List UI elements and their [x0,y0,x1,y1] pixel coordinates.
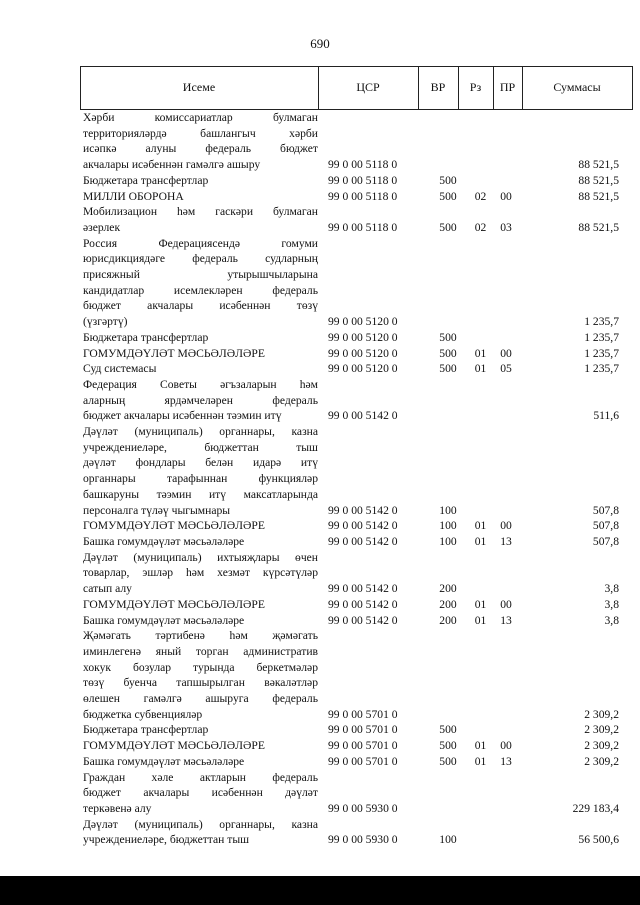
row-csr: 99 0 00 5930 0 [328,833,398,847]
table-row [80,377,633,424]
row-name-line: бюджетка субвенцияләр [83,707,203,721]
row-name [80,346,318,362]
row-name-line: аларның ярдәмчеләрен федераль [83,393,318,407]
row-name [80,613,318,629]
row-name [80,173,318,189]
row-name-line: бюджет акчалары исәбеннән тәэмин итү [83,409,282,423]
row-name-line: өлешен гамәлгә ашыруга федераль [83,692,318,706]
row-csr: 99 0 00 5120 0 [328,346,398,360]
table-row [80,738,633,754]
row-name-line: башкаруны тәэмин итү максатларында [83,487,318,501]
row-sum: 88 521,5 [578,220,619,234]
row-csr: 99 0 00 5142 0 [328,409,398,423]
row-sum: 88 521,5 [578,173,619,187]
row-csr: 99 0 00 5120 0 [328,362,398,376]
row-pr: 00 [500,189,512,203]
row-sum: 507,8 [592,519,619,533]
row-pr: 13 [500,754,512,768]
row-csr: 99 0 00 5701 0 [328,739,398,753]
table-row [80,817,633,848]
row-name-line: Хәрби комиссариатлар булмаган [83,111,318,124]
row-csr: 99 0 00 5120 0 [328,315,398,329]
row-name-line: ГОМУМДӘҮЛӘТ МӘСЬӘЛӘЛӘРЕ [83,346,265,360]
row-name-line: Мобилизацион һәм гаскәри булмаган [83,205,318,219]
row-csr: 99 0 00 5118 0 [328,220,398,234]
row-name-line: Дәүләт (муниципаль) ихтыяҗлары өчен [83,550,318,564]
row-vr: 100 [439,833,457,847]
row-name [80,534,318,550]
row-sum: 507,8 [592,503,619,517]
row-name-line: дәүләт фондлары белән идарә итү [83,456,318,470]
row-sum: 1 235,7 [584,315,619,329]
table-row [80,236,633,330]
row-vr: 500 [439,346,457,360]
row-csr: 99 0 00 5142 0 [328,519,398,533]
row-sum: 3,8 [604,613,619,627]
table-row [80,173,633,189]
row-rz: 02 [474,189,487,203]
row-rz: 01 [474,534,487,548]
row-rz: 01 [474,597,487,611]
row-name-line: органнары тарафыннан функцияләр [83,472,318,486]
header-sum: Суммасы [553,80,601,94]
row-name-line: Граждан хәле актларын федераль [83,770,318,784]
row-csr: 99 0 00 5142 0 [328,503,398,517]
row-rz: 02 [474,220,487,234]
table-row [80,754,633,770]
header-pr: ПР [499,80,516,94]
row-csr: 99 0 00 5701 0 [328,723,398,737]
row-sum: 2 309,2 [584,739,619,753]
row-name-line: бюджет акчалары исәбеннән дәүләт [83,786,318,800]
row-csr: 99 0 00 5118 0 [328,189,398,203]
row-name [80,628,318,722]
row-csr: 99 0 00 5142 0 [328,597,398,611]
row-name-line: Бюджетара трансфертлар [83,723,209,737]
row-vr: 100 [439,503,457,517]
row-name-line: Бюджетара трансфертлар [83,173,209,187]
row-sum: 3,8 [604,597,619,611]
row-name-line: акчалары исәбеннән гамәлгә ашыру [83,158,261,172]
row-rz: 01 [474,739,487,753]
row-csr: 99 0 00 5142 0 [328,613,398,627]
table-row [80,189,633,205]
row-sum: 2 309,2 [584,754,619,768]
row-name [80,550,318,597]
row-name-line: ГОМУМДӘҮЛӘТ МӘСЬӘЛӘЛӘРЕ [83,739,265,753]
row-sum: 88 521,5 [578,189,619,203]
scan-edge [0,876,640,905]
row-pr: 00 [500,739,512,753]
row-sum: 1 235,7 [584,346,619,360]
table-row [80,628,633,722]
table-row [80,330,633,346]
row-name-line: территорияләрдә башлангыч хәрби [83,126,318,140]
row-name [80,361,318,377]
row-vr: 500 [439,189,457,203]
row-name-line: персоналга түләү чыгымнары [83,503,231,517]
row-pr: 13 [500,613,512,627]
row-sum: 229 183,4 [572,801,619,815]
row-vr: 200 [439,582,457,596]
row-vr: 200 [439,613,457,627]
row-name-line: сатып алу [83,582,132,596]
row-name [80,330,318,346]
header-vr: ВР [430,80,446,94]
row-csr: 99 0 00 5142 0 [328,582,398,596]
row-csr: 99 0 00 5142 0 [328,534,398,548]
row-pr: 05 [500,362,512,376]
row-name [80,597,318,613]
row-pr: 03 [500,220,512,234]
row-sum: 507,8 [592,534,619,548]
row-name-line: Суд системасы [83,362,157,376]
row-name-line: Җәмәгать тәртибенә һәм җәмәгать [83,629,318,643]
row-name-line: бюджет акчалары исәбеннән төзү [83,299,318,313]
row-sum: 511,6 [593,409,619,423]
row-rz: 01 [474,519,487,533]
table-row [80,597,633,613]
row-sum: 88 521,5 [578,158,619,172]
row-name-line: учреждениеләре, бюджеттан тыш [83,440,318,454]
row-csr: 99 0 00 5701 0 [328,754,398,768]
row-csr: 99 0 00 5930 0 [328,801,398,815]
table-row [80,204,633,235]
row-name-line: әзерлек [83,220,121,234]
header-rz: Рз [469,80,482,94]
row-vr: 100 [439,534,457,548]
row-vr: 500 [439,173,457,187]
row-name [80,518,318,534]
row-name [80,110,318,173]
row-name-line: Россия Федерациясендә гомуми [83,236,318,250]
row-name [80,424,318,518]
row-name-line: Дәүләт (муниципаль) органнары, казна [83,817,318,831]
row-vr: 500 [439,362,457,376]
row-rz: 01 [474,613,487,627]
row-vr: 500 [439,754,457,768]
row-name-line: Бюджетара трансфертлар [83,330,209,344]
row-pr: 13 [500,534,512,548]
row-name [80,236,318,330]
table-row [80,361,633,377]
row-name [80,722,318,738]
row-name-line: төзү буенча тапшырылган вәкаләтләр [83,676,318,690]
row-pr: 00 [500,346,512,360]
row-name [80,738,318,754]
row-csr: 99 0 00 5701 0 [328,707,398,721]
row-name-line: ГОМУМДӘҮЛӘТ МӘСЬӘЛӘЛӘРЕ [83,597,265,611]
header-csr: ЦСР [356,80,380,94]
table-row [80,534,633,550]
row-sum: 3,8 [604,582,619,596]
row-sum: 56 500,6 [578,833,619,847]
row-csr: 99 0 00 5118 0 [328,173,398,187]
row-name-line: учреждениеләре, бюджеттан тыш [83,833,250,847]
row-name-line: Федерация Советы әгъзаларын һәм [83,377,318,391]
row-name-line: иминлегенә яный торган административ [83,644,318,658]
row-rz: 01 [474,346,487,360]
row-vr: 500 [439,220,457,234]
row-pr: 00 [500,597,512,611]
row-name [80,377,318,424]
row-rz: 01 [474,362,487,376]
row-name-line: хокук бозулар турында беркетмәләр [83,660,318,674]
row-name-line: присяжный утырышчыларына [83,268,318,282]
row-name-line: Башка гомумдәүләт мәсьәләләре [83,534,245,548]
row-name-line: теркәвенә алу [83,801,152,815]
row-name-line: (үзгәртү) [83,315,128,329]
row-sum: 1 235,7 [584,330,619,344]
row-name [80,770,318,817]
row-vr: 500 [439,739,457,753]
row-name [80,754,318,770]
row-name-line: товарлар, эшләр һәм хезмәт күрсәтүләр [83,566,318,580]
row-sum: 2 309,2 [584,723,619,737]
table-row [80,770,633,817]
table-row [80,346,633,362]
page-number: 690 [310,36,330,51]
row-name-line: Башка гомумдәүләт мәсьәләләре [83,754,245,768]
table-row [80,110,633,173]
row-name-line: кандидатлар исемлекләрен федераль [83,283,318,297]
row-vr: 500 [439,723,457,737]
header-name: Исеме [182,80,216,94]
row-csr: 99 0 00 5120 0 [328,330,398,344]
row-vr: 200 [439,597,457,611]
row-name-line: ГОМУМДӘҮЛӘТ МӘСЬӘЛӘЛӘРЕ [83,519,265,533]
row-sum: 2 309,2 [584,707,619,721]
row-name [80,817,318,848]
row-name [80,204,318,235]
row-name [80,189,318,205]
table-body [80,110,633,848]
row-vr: 100 [439,519,457,533]
row-rz: 01 [474,754,487,768]
row-pr: 00 [500,519,512,533]
row-name-line: юрисдикциядәге федераль судларның [83,252,318,266]
table-row [80,518,633,534]
table-row [80,613,633,629]
table-row [80,550,633,597]
row-name-line: исәпкә алуны федераль бюджет [83,142,318,156]
row-vr: 500 [439,330,457,344]
row-name-line: МИЛЛИ ОБОРОНА [83,189,184,203]
table-row [80,722,633,738]
row-sum: 1 235,7 [584,362,619,376]
table-row [80,424,633,518]
col-divider [632,66,633,109]
row-name-line: Башка гомумдәүләт мәсьәләләре [83,613,245,627]
row-name-line: Дәүләт (муниципаль) органнары, казна [83,425,318,439]
row-csr: 99 0 00 5118 0 [328,158,398,172]
